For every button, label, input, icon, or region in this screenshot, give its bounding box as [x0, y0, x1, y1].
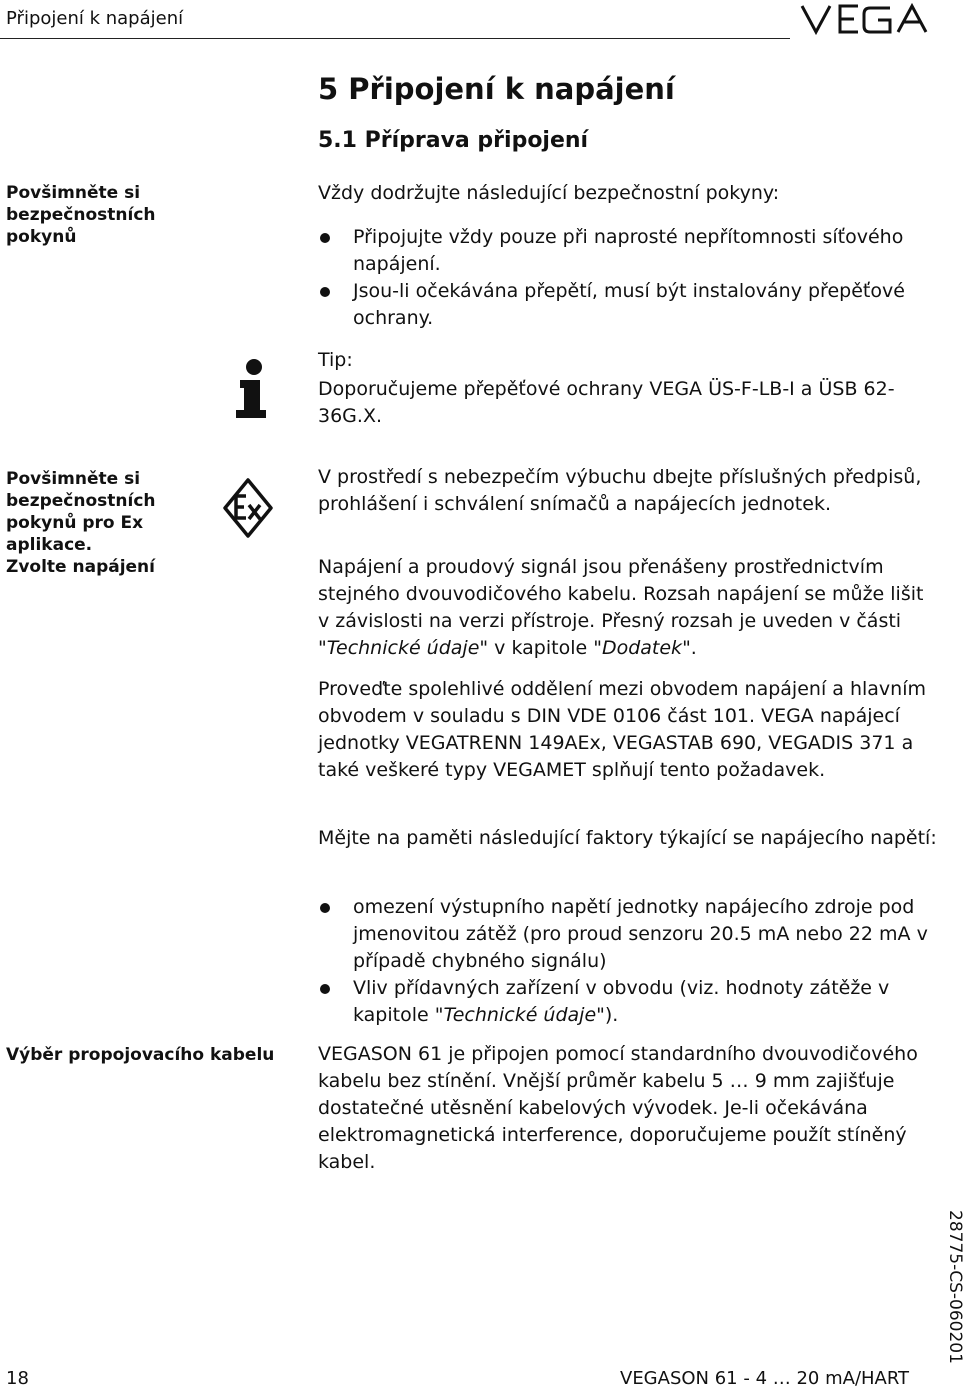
- tip-label: Tip:: [318, 349, 353, 371]
- ex-text: V prostředí s nebezpečím výbuchu dbejte příslušných předpisů, prohlášení i schválení snímačů a napájecích jednotek.: [318, 466, 922, 515]
- chapter-title: 5 Připojení k napájení: [318, 72, 675, 106]
- list-item: Vliv přídavných zařízení v obvodu (viz. hodnoty zátěže v kapitole "Technické údaje").: [318, 975, 938, 1029]
- list-item: Jsou-li očekávána přepětí, musí být instalovány přepěťové ochrany.: [318, 278, 938, 332]
- supply-paragraph-1: Napájení a proudový signál jsou přenášeny prostřednictvím stejného dvouvodičového kabelu. Rozsah napájení se může lišit v závislosti na verzi přístroje. Přesný rozsah je uveden v části "Technické údaje" v kapitole "Dodatek".: [318, 556, 924, 659]
- sidenote-safety: Povšimněte si bezpečnostních pokynů: [6, 183, 156, 247]
- sidenote-cable: Výběr propojovacího kabelu: [6, 1045, 275, 1065]
- tip-text: Doporučujeme přepěťové ochrany VEGA ÜS-F-LB-I a ÜSB 62-36G.X.: [318, 378, 895, 427]
- header-title: Připojení k napájení: [6, 8, 184, 29]
- safety-bullets: [318, 224, 938, 332]
- supply-paragraph-2: Proveďte spolehlivé oddělení mezi obvodem napájení a hlavním obvodem v souladu s DIN VDE 0106 část 101. VEGA napájecí jednotky VEGATRENN 149AEx, VEGASTAB 690, VEGADIS 371 a také veškeré typy VEGAMET splňují tento požadavek.: [318, 678, 926, 781]
- cable-text: VEGASON 61 je připojen pomocí standardního dvouvodičového kabelu bez stínění. Vnější průměr kabelu 5 … 9 mm zajišťuje dostatečné utěsnění kabelových vývodek. Je-li očekávána elektromagnetická interference, doporučujeme použít stíněný kabel.: [318, 1043, 918, 1173]
- supply-bullets: [318, 894, 938, 1029]
- safety-intro: Vždy dodržujte následující bezpečnostní pokyny:: [318, 182, 780, 204]
- sidenote-ex-safety: Povšimněte si bezpečnostních pokynů pro Ex aplikace.: [6, 469, 156, 555]
- sidenote-select-supply: Zvolte napájení: [6, 557, 155, 577]
- supply-paragraph-3: Mějte na paměti následující faktory týkající se napájecího napětí:: [318, 827, 937, 849]
- info-icon: [232, 358, 272, 424]
- ex-hazard-icon: [222, 478, 274, 542]
- vega-logo: [798, 0, 930, 44]
- list-item: omezení výstupního napětí jednotky napájecího zdroje pod jmenovitou zátěž (pro proud senzoru 20.5 mA nebo 22 mA v případě chybného signálu): [318, 894, 938, 975]
- list-item: Připojujte vždy pouze při naprosté nepřítomnosti síťového napájení.: [318, 224, 938, 278]
- document-number: 28775-CS-060201: [945, 1210, 965, 1364]
- page-number: 18: [6, 1368, 29, 1389]
- section-title: 5.1 Příprava připojení: [318, 128, 589, 153]
- header-divider: [0, 38, 790, 39]
- footer-product: VEGASON 61 - 4 … 20 mA/HART: [620, 1368, 910, 1389]
